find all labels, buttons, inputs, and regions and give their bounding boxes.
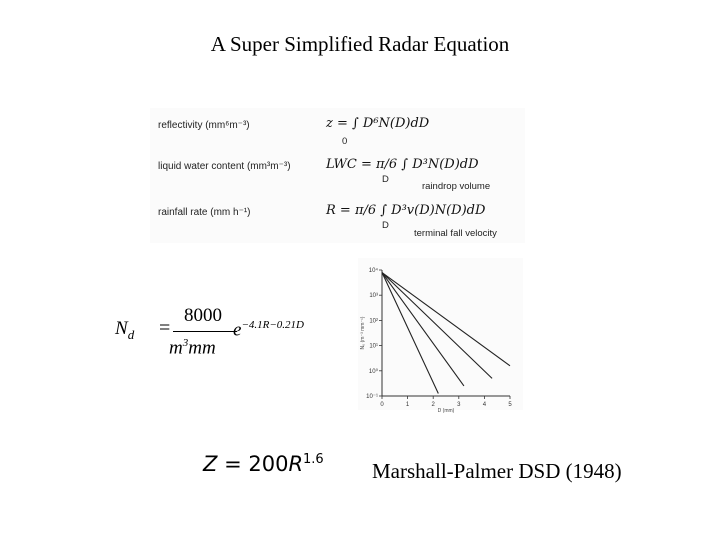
rainfall-integral-limit: D bbox=[382, 220, 389, 231]
x-tick-label: 5 bbox=[508, 402, 512, 408]
rainfall-rate-equation: R = π/6 ∫ D³v(D)N(D)dD bbox=[326, 203, 486, 218]
reflectivity-equation: z = ∫ D⁶N(D)dD bbox=[326, 116, 430, 131]
y-axis-label: N₀ (m⁻³ mm⁻¹) bbox=[360, 316, 366, 350]
rainfall-rate-label: rainfall rate (mm h⁻¹) bbox=[158, 207, 251, 218]
y-tick-label: 10³ bbox=[369, 293, 378, 300]
dsd-lhs bbox=[115, 318, 134, 343]
x-tick-label: 4 bbox=[482, 402, 487, 408]
y-tick-label: 10⁻¹ bbox=[366, 394, 378, 400]
dsd-exponent: −4.1R−0.21D bbox=[241, 319, 304, 331]
dsd-series-line-4 bbox=[382, 273, 438, 394]
x-tick-label: 3 bbox=[457, 402, 461, 408]
x-tick-label: 2 bbox=[431, 402, 435, 408]
dsd-denominator-mm: mm bbox=[188, 337, 216, 359]
reflectivity-integral-limit: 0 bbox=[342, 136, 348, 147]
radar-equations-panel bbox=[150, 108, 525, 243]
reflectivity-label: reflectivity (mm⁶m⁻³) bbox=[158, 120, 250, 131]
dsd-series-line-2 bbox=[382, 273, 492, 379]
dsd-exponential bbox=[233, 319, 304, 341]
dsd-equals: = bbox=[159, 317, 171, 339]
raindrop-volume-note: raindrop volume bbox=[422, 181, 491, 192]
dsd-denominator-m: m bbox=[169, 337, 183, 359]
terminal-fall-velocity-note: terminal fall velocity bbox=[414, 228, 497, 239]
dsd-numerator: 8000 bbox=[184, 305, 222, 326]
dsd-formula bbox=[115, 305, 335, 367]
dsd-lhs-symbol: N bbox=[115, 318, 128, 339]
lwc-label: liquid water content (mm³m⁻³) bbox=[158, 161, 291, 172]
y-tick-label: 10⁰ bbox=[368, 368, 378, 375]
dsd-exp-base: e bbox=[233, 319, 242, 341]
y-tick-label: 10⁴ bbox=[368, 268, 378, 274]
zr-lhs: Z bbox=[203, 452, 218, 476]
zr-exponent: 1.6 bbox=[303, 452, 324, 467]
y-tick-label: 10¹ bbox=[369, 343, 378, 350]
y-tick-label: 10² bbox=[369, 318, 378, 325]
x-tick-label: 0 bbox=[380, 402, 384, 408]
dsd-chart bbox=[358, 258, 523, 414]
slide-title: A Super Simplified Radar Equation bbox=[210, 32, 510, 56]
dsd-denominator bbox=[169, 337, 216, 359]
dsd-fraction-bar bbox=[173, 331, 237, 332]
dsd-series-line-3 bbox=[382, 273, 464, 386]
x-tick-label: 1 bbox=[405, 402, 410, 408]
z-r-relation bbox=[203, 452, 324, 476]
lwc-equation: LWC = π/6 ∫ D³N(D)dD bbox=[326, 157, 479, 172]
dsd-denominator-exponent: 3 bbox=[182, 337, 189, 349]
dsd-chart-svg bbox=[358, 258, 523, 414]
zr-coefficient: = 200 bbox=[224, 452, 289, 476]
chart-caption: Marshall-Palmer DSD (1948) bbox=[372, 459, 622, 483]
zr-variable: R bbox=[288, 452, 304, 476]
lwc-integral-limit: D bbox=[382, 174, 389, 185]
x-axis-label: D (mm) bbox=[437, 408, 455, 414]
dsd-series-line-1 bbox=[382, 273, 510, 366]
dsd-lhs-subscript: d bbox=[127, 326, 135, 342]
